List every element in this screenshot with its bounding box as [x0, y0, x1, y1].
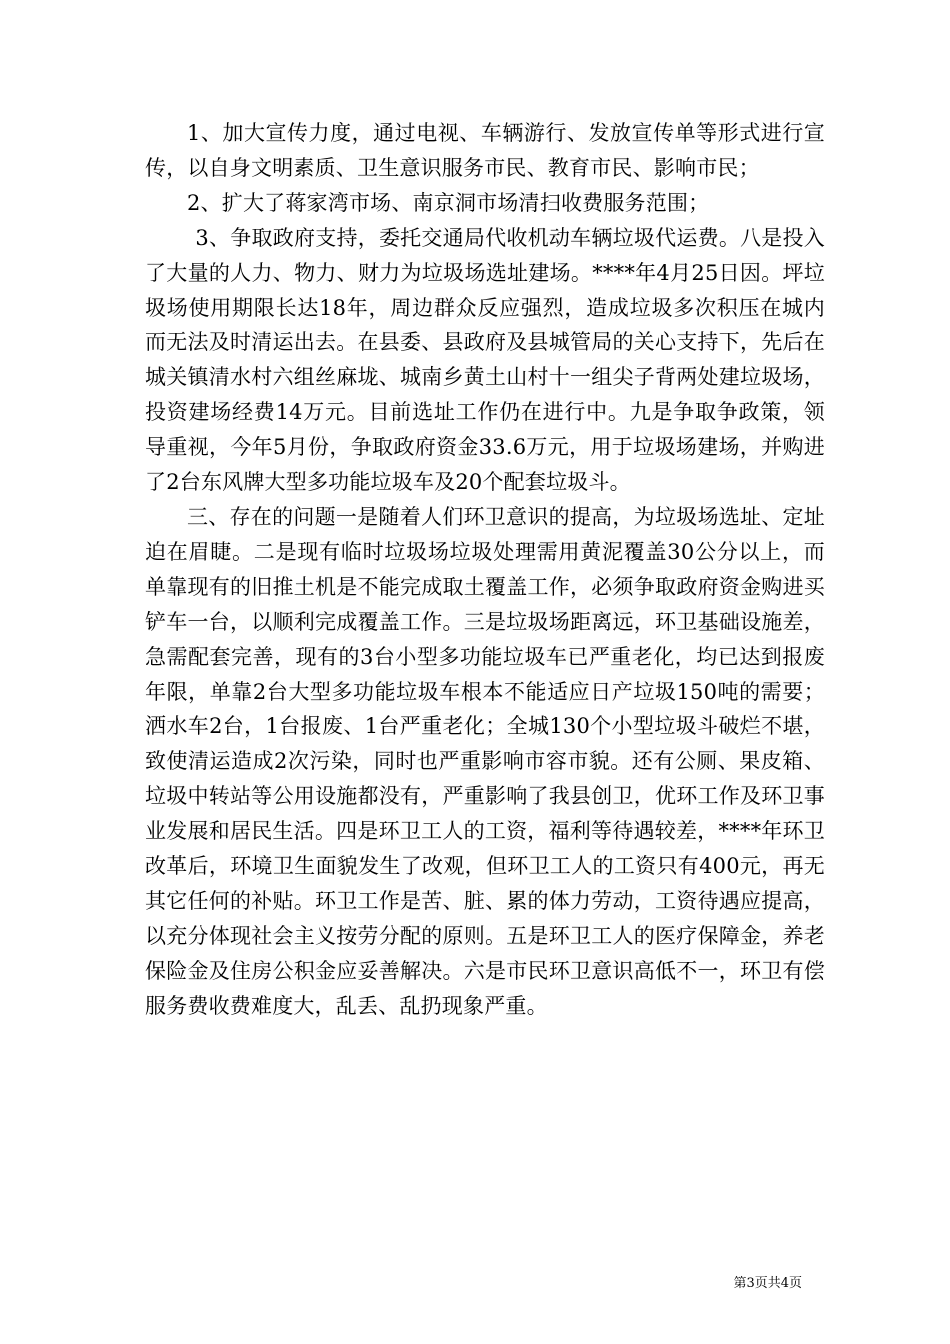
document-body [145, 116, 825, 1024]
paragraph-section-three: 三、存在的问题一是随着人们环卫意识的提高，为垃圾场选址、定址迫在眉睫。二是现有临时垃圾场垃圾处理需用黄泥覆盖30公分以上，而单靠现有的旧推土机是不能完成取土覆盖工作，必须争取政府资金购进买铲车一台，以顺利完成覆盖工作。三是垃圾场距离远，环卫基础设施差，急需配套完善，现有的3台小型多功能垃圾车已严重老化，均已达到报废年限，单靠2台大型多功能垃圾车根本不能适应日产垃圾150吨的需要；洒水车2台，1台报废、1台严重老化；全城130个小型垃圾斗破烂不堪，致使清运造成2次污染，同时也严重影响市容市貌。还有公厕、果皮箱、垃圾中转站等公用设施都没有，严重影响了我县创卫，优环工作及环卫事业发展和居民生活。四是环卫工人的工资，福利等待遇较差，****年环卫改革后，环境卫生面貌发生了改观，但环卫工人的工资只有400元，再无其它任何的补贴。环卫工作是苦、脏、累的体力劳动，工资待遇应提高，以充分体现社会主义按劳分配的原则。五是环卫工人的医疗保障金，养老保险金及住房公积金应妥善解决。六是市民环卫意识高低不一，环卫有偿服务费收费难度大，乱丢、乱扔现象严重。 [145, 504, 825, 1018]
page-number: 第3页共4页 [733, 1276, 802, 1291]
paragraph-item-1: 1、加大宣传力度，通过电视、车辆游行、发放宣传单等形式进行宣传，以自身文明素质、卫生意识服务市民、教育市民、影响市民； [145, 121, 825, 180]
paragraph-item-2: 2、扩大了蒋家湾市场、南京洞市场清扫收费服务范围； [187, 190, 710, 215]
paragraph-item-3: 3、争取政府支持，委托交通局代收机动车辆垃圾代运费。八是投入了大量的人力、物力、财力为垃圾场选址建场。****年4月25日因。坪垃圾场使用期限长达18年，周边群众反应强烈，造成垃圾多次积压在城内而无法及时清运出去。在县委、县政府及县城管局的关心支持下，先后在城关镇清水村六组丝麻垅、城南乡黄土山村十一组尖子背两处建垃圾场，投资建场经费14万元。目前选址工作仍在进行中。九是争取争政策，领导重视，今年5月份，争取政府资金33.6万元，用于垃圾场建场，并购进了2台东风牌大型多功能垃圾车及20个配套垃圾斗。 [145, 225, 825, 495]
